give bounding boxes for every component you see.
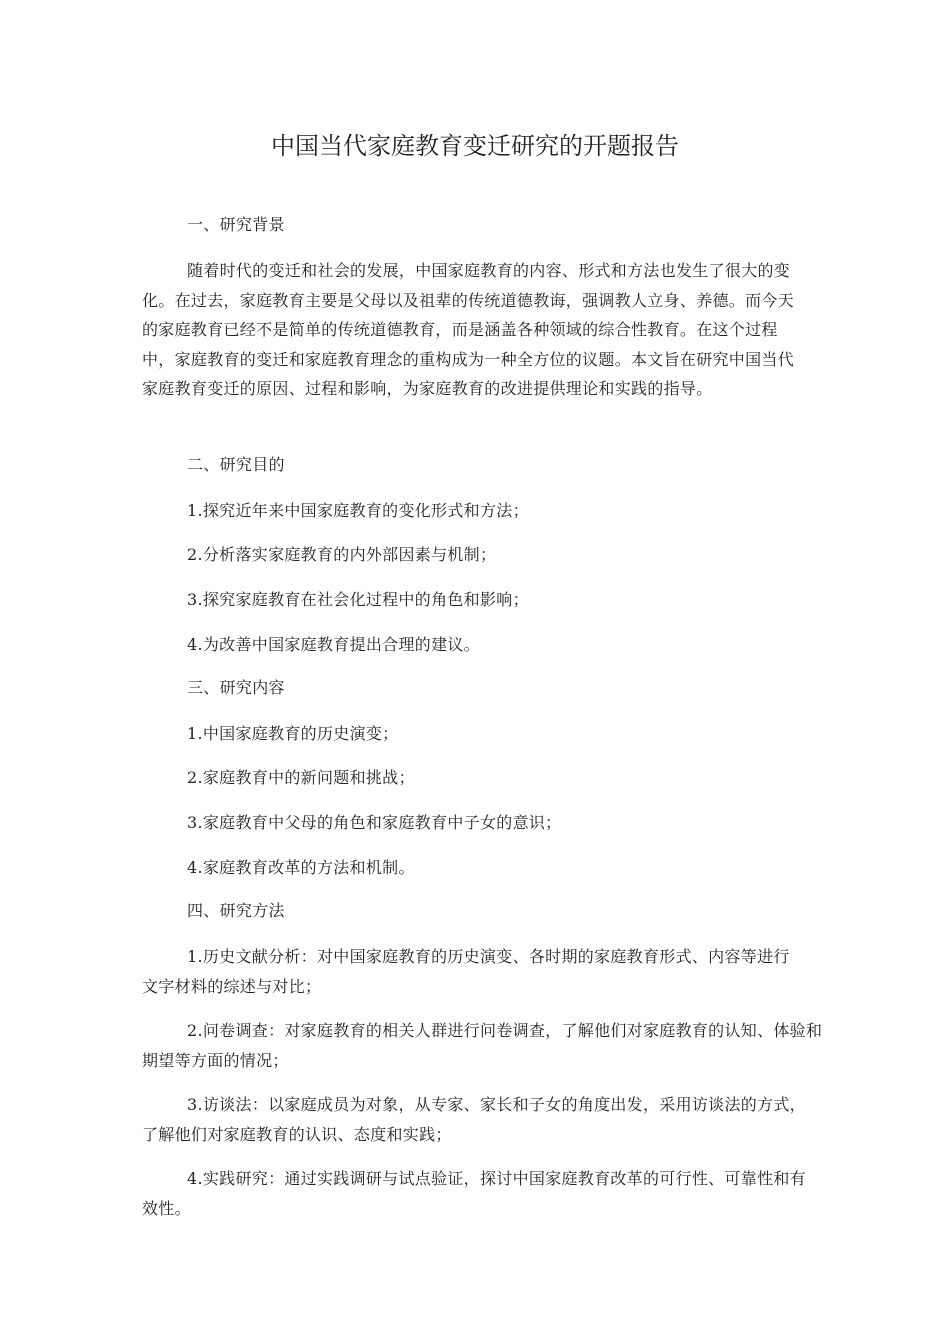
objective-item-1: 1.探究近年来中国家庭教育的变化形式和方法； [187,501,529,520]
content-item-2: 2.家庭教育中的新问题和挑战； [187,768,415,787]
background-paragraph: 随着时代的变迁和社会的发展，中国家庭教育的内容、形式和方法也发生了很大的变化。在过去，家庭教育主要是父母以及祖辈的传统道德教诲，强调教人立身、养德。而今天的家庭教育已经不是简单的传统道德教育，而是涵盖各种领域的综合性教育。在这个过程中，家庭教育的变迁和家庭教育理念的重构成为一种全方位的议题。本文旨在研究中国当代家庭教育变迁的原因、过程和影响，为家庭教育的改进提供理论和实践的指导。 [142,261,795,399]
content-item-1: 1.中国家庭教育的历史演变； [187,724,399,743]
section-heading-background: 一、研究背景 [187,215,285,234]
content-item-4: 4.家庭教育改革的方法和机制。 [187,858,415,877]
method-item-3: 3.访谈法：以家庭成员为对象，从专家、家长和子女的角度出发，采用访谈法的方式，了解他们对家庭教育的认识、态度和实践； [142,1095,806,1144]
content-item-3: 3.家庭教育中父母的角色和家庭教育中子女的意识； [187,813,562,832]
objective-item-2: 2.分析落实家庭教育的内外部因素与机制； [187,545,497,564]
objective-item-4: 4.为改善中国家庭教育提出合理的建议。 [187,635,480,654]
method-item-4: 4.实践研究：通过实践调研与试点验证，探讨中国家庭教育改革的可行性、可靠性和有效性。 [142,1169,806,1218]
document-title: 中国当代家庭教育变迁研究的开题报告 [271,132,679,160]
method-item-1: 1.历史文献分析：对中国家庭教育的历史演变、各时期的家庭教育形式、内容等进行文字材料的综述与对比； [142,947,790,996]
section-heading-objectives: 二、研究目的 [187,455,285,474]
objective-item-3: 3.探究家庭教育在社会化过程中的角色和影响； [187,590,529,609]
method-item-2: 2.问卷调查：对家庭教育的相关人群进行问卷调查，了解他们对家庭教育的认知、体验和期望等方面的情况； [142,1021,823,1070]
section-heading-methods: 四、研究方法 [187,901,285,920]
section-heading-content: 三、研究内容 [187,678,285,697]
